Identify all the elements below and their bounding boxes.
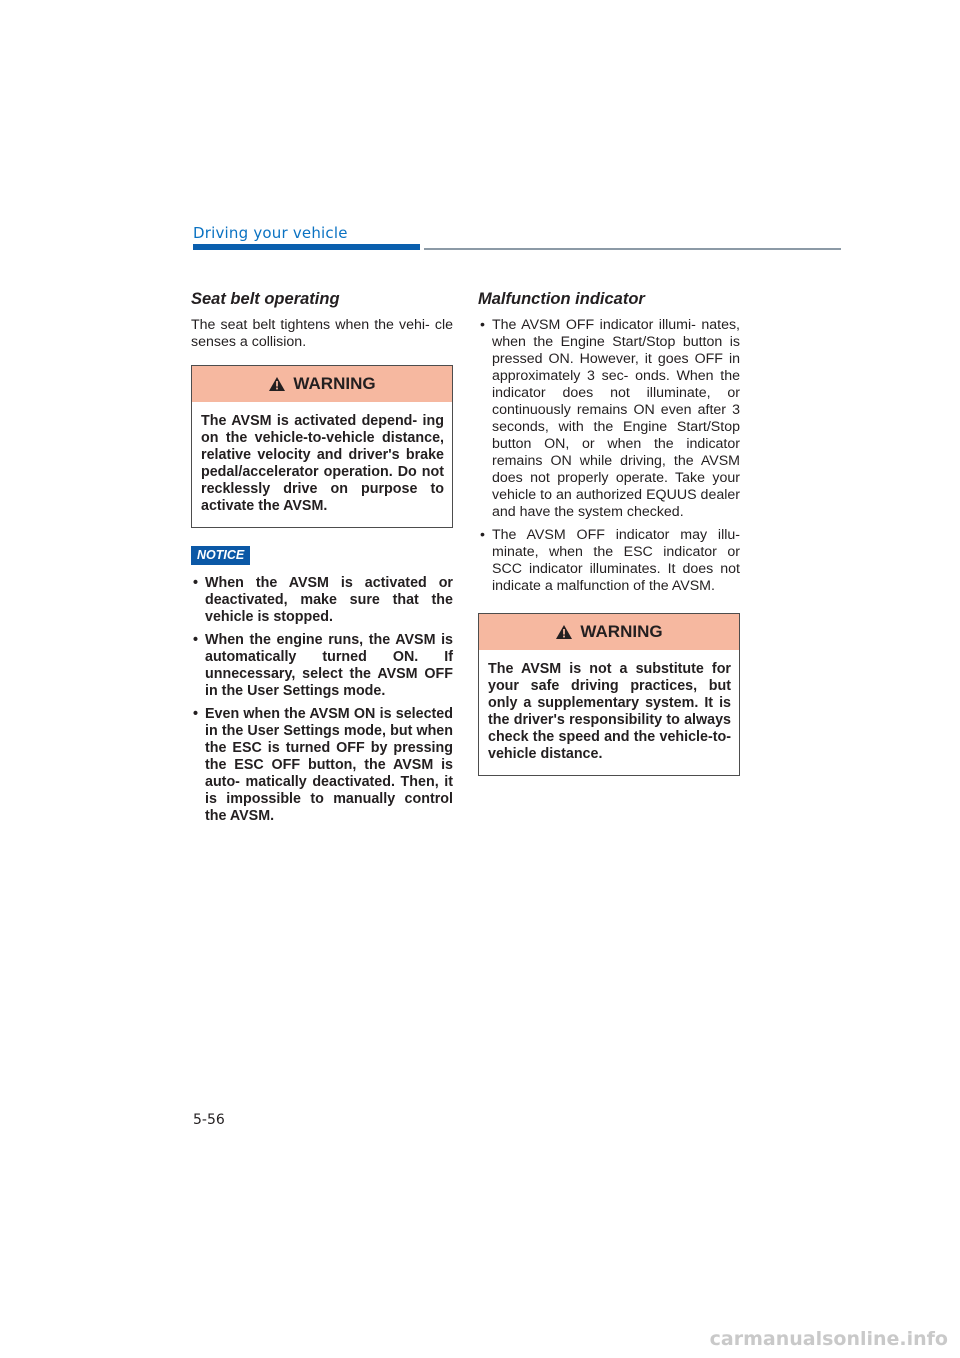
warning-triangle-icon: [268, 376, 286, 392]
section-title: Driving your vehicle: [193, 224, 348, 242]
notice-item: • When the AVSM is activated or deactivated, make sure that the vehicle is stopped.: [191, 575, 453, 626]
notice-item: • Even when the AVSM ON is selected in the User Settings mode, but when the ESC is turned OFF by pressing the ESC OFF button, the AVSM is auto- matically deactivated. Then, it is impossible to manually control the AVSM.: [191, 706, 453, 825]
right-column: [478, 290, 740, 776]
warning-header: [192, 366, 452, 402]
warning-box-right: [478, 613, 740, 776]
malfunction-item: • The AVSM OFF indicator illumi- nates, when the Engine Start/Stop button is pressed ON. However, it goes OFF in approximately 3 sec- onds. When the indicator does not illuminate, or continuously remains ON even after 3 seconds, with the Engine Start/Stop button ON, or when the indicator remains ON while driving, the AVSM does not properly operate. Take your vehicle to an authorized EQUUS dealer and have the system checked.: [478, 317, 740, 521]
header-rule-thick: [193, 244, 420, 250]
malfunction-list: [478, 317, 740, 595]
left-column: [191, 290, 453, 831]
notice-section: [191, 546, 453, 825]
warning-header: [479, 614, 739, 650]
notice-list: [191, 575, 453, 825]
notice-item: • When the engine runs, the AVSM is automatically turned ON. If unnecessary, select the AVSM OFF in the User Settings mode.: [191, 632, 453, 700]
malfunction-heading: Malfunction indicator: [478, 290, 645, 308]
warning-triangle-icon: [555, 624, 573, 640]
warning-box-left: [191, 365, 453, 528]
notice-badge: NOTICE: [191, 546, 250, 565]
seat-belt-intro: The seat belt tightens when the vehi- cle senses a collision.: [191, 317, 453, 350]
warning-text: The AVSM is not a substitute for your safe driving practices, but only a supplementary system. It is the driver's responsibility to always check the speed and the vehicle-to-vehicle distance.: [488, 661, 731, 762]
warning-text: The AVSM is activated depend- ing on the vehicle-to-vehicle distance, relative velocity and driver's brake pedal/accelerator operation. Do not recklessly drive on purpose to activate the AVSM.: [201, 413, 444, 514]
warning-label: WARNING: [580, 622, 663, 641]
site-watermark: carmanualsonline.info: [709, 1328, 948, 1350]
header-rule-thin: [424, 248, 841, 250]
warning-label: WARNING: [293, 374, 376, 393]
page-number: 5-56: [193, 1112, 225, 1128]
malfunction-item: • The AVSM OFF indicator may illu- minate, when the ESC indicator or SCC indicator illuminates. It does not indicate a malfunction of the AVSM.: [478, 527, 740, 595]
seat-belt-heading: Seat belt operating: [191, 290, 340, 308]
